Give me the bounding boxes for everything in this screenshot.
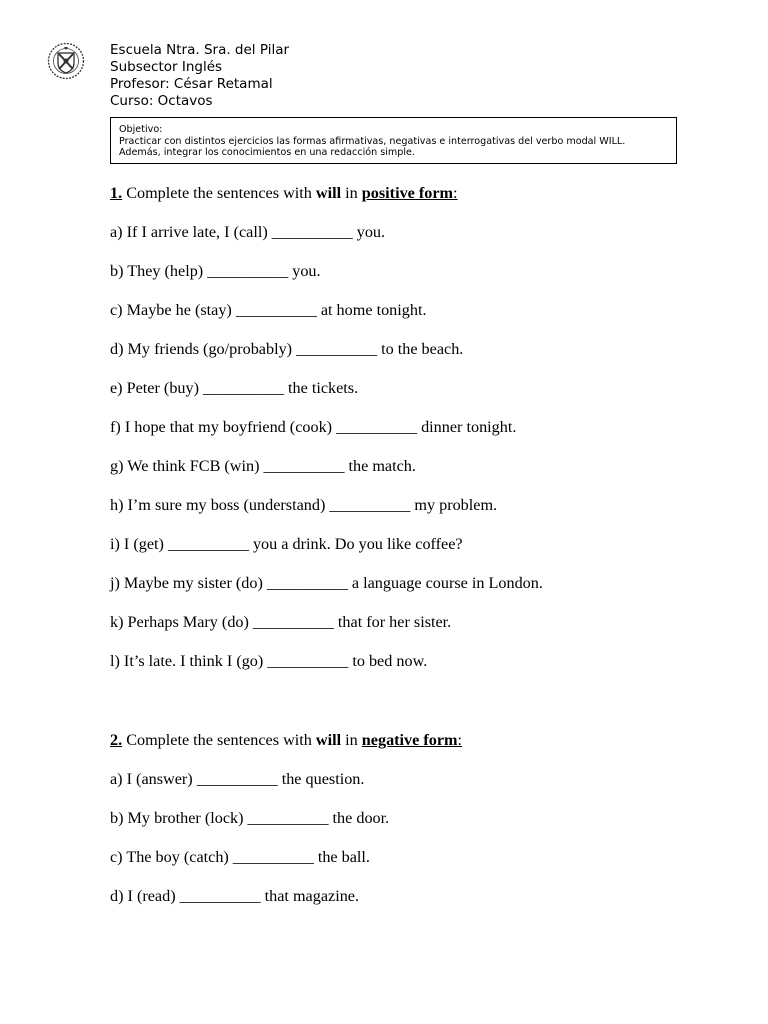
section-2-text-b: in	[341, 731, 362, 749]
course-name: Curso: Octavos	[110, 93, 213, 109]
section-2-colon: :	[457, 731, 463, 749]
school-crest-logo	[44, 42, 88, 80]
school-name: Escuela Ntra. Sra. del Pilar	[110, 42, 290, 58]
section-2-text-a: Complete the sentences with	[122, 731, 316, 749]
section-1-will: will	[315, 184, 342, 202]
exercise-1-item-f: f) I hope that my boyfriend (cook) __________ dinner tonight.	[110, 418, 517, 436]
section-2-number: 2.	[110, 731, 123, 749]
section-1-text-b: in	[341, 184, 362, 202]
section-2-will: will	[315, 731, 342, 749]
exercise-2-item-c: c) The boy (catch) __________ the ball.	[110, 848, 370, 866]
teacher-name: Profesor: César Retamal	[110, 76, 273, 92]
section-2-form: negative form	[361, 731, 458, 749]
exercise-1-item-b: b) They (help) __________ you.	[110, 262, 321, 280]
exercise-1-item-l: l) It’s late. I think I (go) __________ to bed now.	[110, 652, 428, 670]
section-1-number: 1.	[110, 184, 123, 202]
exercise-1-item-h: h) I’m sure my boss (understand) __________ my problem.	[110, 496, 498, 514]
objective-line-2: Además, integrar los conocimientos en una redacción simple.	[119, 147, 415, 158]
school-header	[110, 42, 289, 110]
exercise-2-item-a: a) I (answer) __________ the question.	[110, 770, 365, 788]
section-2-heading	[110, 731, 462, 750]
section-1-text-a: Complete the sentences with	[122, 184, 316, 202]
objective-title: Objetivo:	[119, 124, 163, 135]
exercise-1-item-d: d) My friends (go/probably) __________ to the beach.	[110, 340, 464, 358]
exercise-2-item-b: b) My brother (lock) __________ the door.	[110, 809, 390, 827]
subject-name: Subsector Inglés	[110, 59, 223, 75]
objective-line-1: Practicar con distintos ejercicios las formas afirmativas, negativas e interrogativas del verbo modal WILL.	[119, 135, 626, 147]
section-1-heading	[110, 184, 458, 203]
exercise-1-item-i: i) I (get) __________ you a drink. Do you like coffee?	[110, 535, 463, 553]
exercise-1-item-e: e) Peter (buy) __________ the tickets.	[110, 379, 359, 397]
section-1-colon: :	[453, 184, 458, 202]
exercise-2-item-d: d) I (read) __________ that magazine.	[110, 887, 360, 905]
objective-box	[110, 117, 677, 164]
section-1-form: positive form	[361, 184, 454, 202]
exercise-1-item-c: c) Maybe he (stay) __________ at home tonight.	[110, 301, 427, 319]
exercise-1-item-a: a) If I arrive late, I (call) __________ you.	[110, 223, 386, 241]
exercise-1-item-j: j) Maybe my sister (do) __________ a language course in London.	[110, 574, 543, 592]
exercise-1-item-k: k) Perhaps Mary (do) __________ that for her sister.	[110, 613, 452, 631]
exercise-1-item-g: g) We think FCB (win) __________ the match.	[110, 457, 416, 475]
